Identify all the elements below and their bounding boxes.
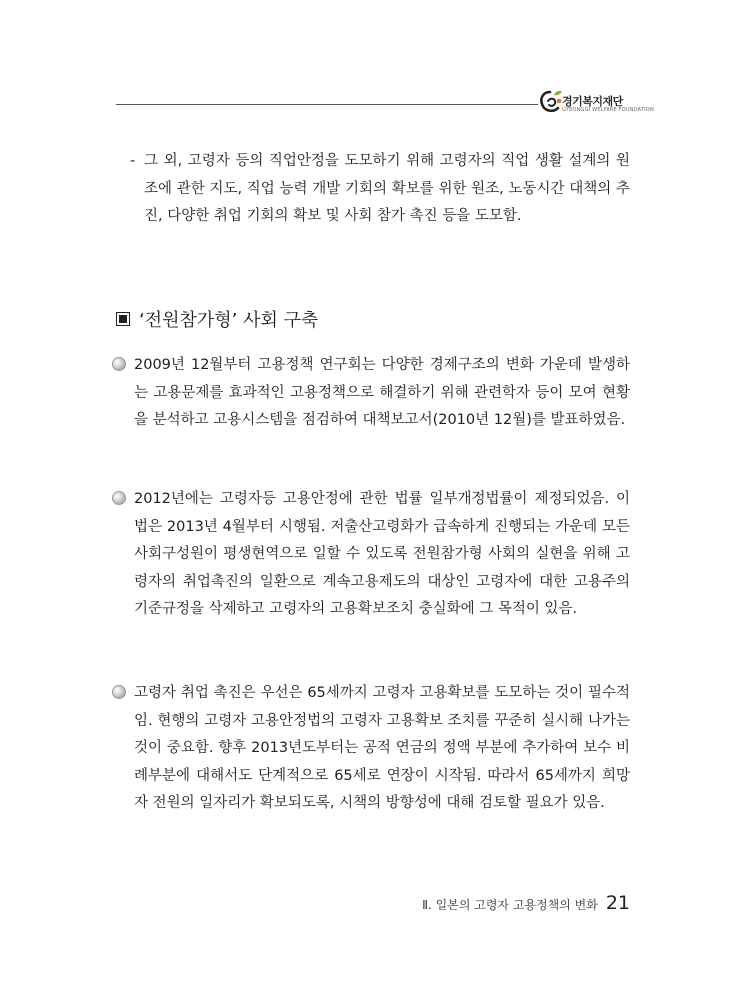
section-title: ‘전원참가형’ 사회 구축 xyxy=(139,310,319,331)
logo-subtitle: GYEONGGI WELFARE FOUNDATION xyxy=(562,107,654,113)
bullet-text: 2009년 12월부터 고용정책 연구회는 다양한 경제구조의 변화 가운데 발생하는 고용문제를 효과적인 고용정책으로 해결하기 위해 관련학자 등이 모여 현황을 분석하고 고용시스템을 점검하여 대책보고서(2010년 12월)를 발표하였음. xyxy=(134,357,630,428)
page-number: 21 xyxy=(605,892,630,914)
header-rule xyxy=(116,104,538,105)
section-heading xyxy=(116,306,318,332)
foundation-logo-icon xyxy=(538,88,564,116)
bullet-text: 2012년에는 고령자등 고용안정에 관한 법률 일부개정법률이 제정되었음. 이 법은 2013년 4월부터 시행됨. 저출산고령화가 급속하게 진행되는 가운데 모든 사회구성원이 평생현역으로 일할 수 있도록 전원참가형 사회의 실현을 위해 고령자의 취업촉진의 일환으로 계속고용제도의 대상인 고령자에 대한 고용주의 기준규정을 삭제하고 고령자의 고용확보조치 충실화에 그 목적이 있음. xyxy=(134,491,630,617)
dash-item-text: 그 외, 고령자 등의 직업안정을 도모하기 위해 고령자의 직업 생활 설계의 원조에 관한 지도, 직업 능력 개발 기회의 확보를 위한 원조, 노동시간 대책의 추진, 다양한 취업 기회의 확보 및 사회 참가 촉진 등을 도모함. xyxy=(144,153,630,224)
sphere-bullet-icon xyxy=(112,491,126,505)
page-footer xyxy=(380,892,630,914)
sphere-bullet-icon xyxy=(112,357,126,371)
bullet-item xyxy=(112,352,630,435)
footer-chapter-title: Ⅱ. 일본의 고령자 고용정책의 변화 xyxy=(422,898,598,912)
logo-name: 경기복지재단 xyxy=(562,95,623,108)
foundation-logo xyxy=(538,88,654,118)
dash-list-item xyxy=(130,148,630,231)
bullet-item xyxy=(112,680,630,818)
bullet-text: 고령자 취업 촉진은 우선은 65세까지 고령자 고용확보를 도모하는 것이 필수적임. 현행의 고령자 고용안정법의 고령자 고용확보 조치를 꾸준히 실시해 나가는 것이 중요함. 향후 2013년도부터는 공적 연금의 정액 부분에 추가하여 보수 비례부분에 대해서도 단계적으로 65세로 연장이 시작됨. 따라서 65세까지 희망자 전원의 일자리가 확보되도록, 시책의 방향성에 대해 검토할 필요가 있음. xyxy=(134,685,630,811)
sphere-bullet-icon xyxy=(112,685,126,699)
dash-mark: - xyxy=(130,153,136,169)
bullet-item xyxy=(112,486,630,624)
filled-square-icon xyxy=(116,312,130,326)
